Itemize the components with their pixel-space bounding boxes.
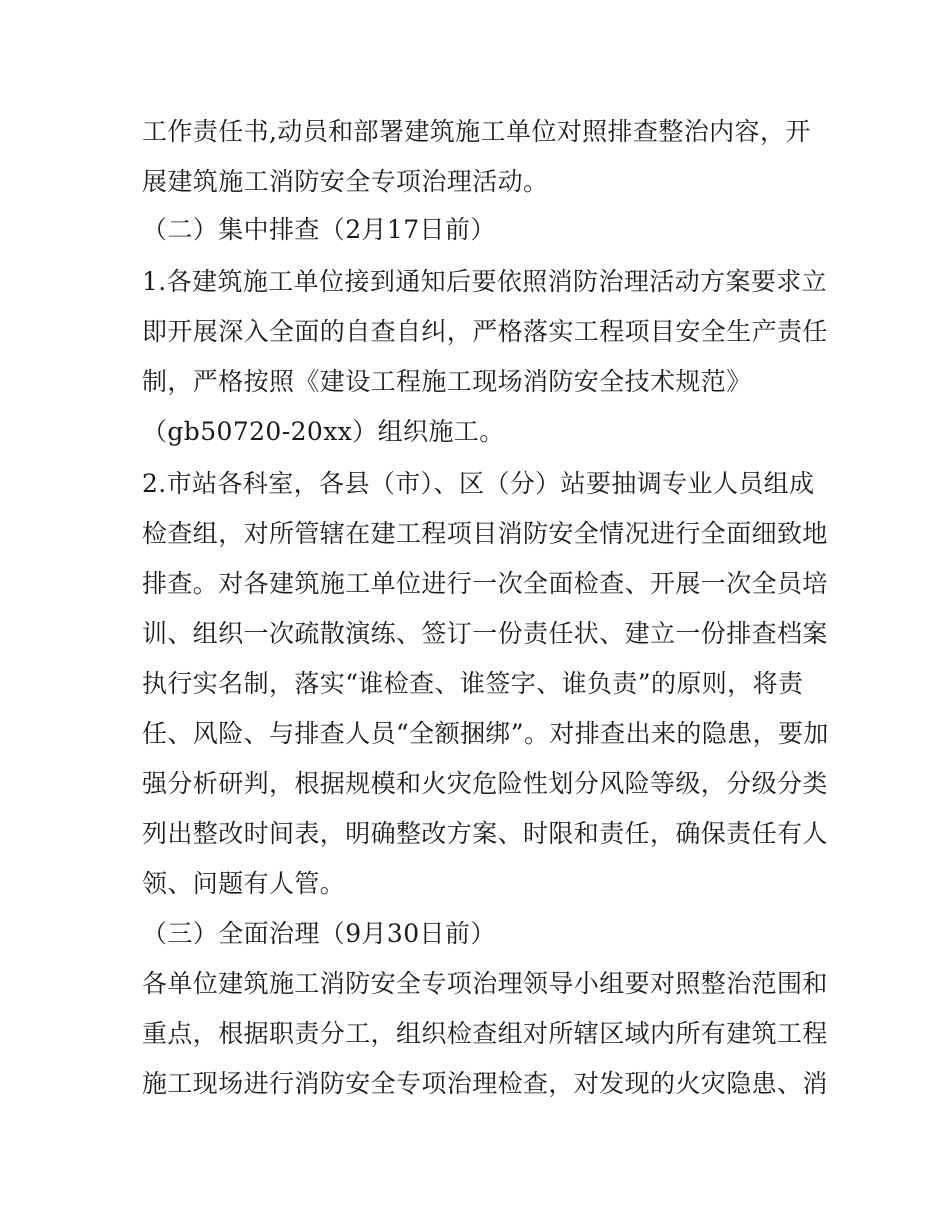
text-line: 任、风险、与排查人员“全额捆绑”。对排查出来的隐患，要加: [142, 719, 829, 748]
text-line: 训、组织一次疏散演练、签订一份责任状、建立一份排查档案: [142, 619, 828, 648]
text-line: 重点，根据职责分工，组织检查组对所辖区域内所有建筑工程: [142, 1019, 828, 1048]
text-line: 排查。对各建筑施工单位进行一次全面检查、开展一次全员培: [142, 569, 828, 598]
text-line: 检查组，对所管辖在建工程项目消防安全情况进行全面细致地: [142, 519, 828, 548]
text-line: 各单位建筑施工消防安全专项治理领导小组要对照整治范围和: [142, 969, 828, 998]
text-line: 2.市站各科室，各县（市）、区（分）站要抽调专业人员组成: [142, 469, 815, 498]
text-line: 施工现场进行消防安全专项治理检查，对发现的火灾隐患、消: [142, 1069, 828, 1098]
text-line: 执行实名制，落实“谁检查、谁签字、谁负责”的原则，将责: [142, 669, 804, 698]
text-line: 列出整改时间表，明确整改方案、时限和责任，确保责任有人: [142, 819, 828, 848]
text-line: 强分析研判，根据规模和火灾危险性划分风险等级，分级分类: [142, 769, 828, 798]
text-line: 即开展深入全面的自查自纠，严格落实工程项目安全生产责任: [142, 317, 828, 346]
text-line: 领、问题有人管。: [142, 869, 346, 898]
section-heading: （三）全面治理（9月30日前）: [142, 919, 496, 948]
text-line: （gb50720-20xx）组织施工。: [142, 417, 505, 446]
text-line: 工作责任书,动员和部署建筑施工单位对照排查整治内容，开: [142, 117, 811, 146]
section-heading: （二）集中排查（2月17日前）: [142, 215, 496, 244]
text-line: 1.各建筑施工单位接到通知后要依照消防治理活动方案要求立: [142, 267, 828, 296]
text-line: 展建筑施工消防安全专项治理活动。: [142, 167, 549, 196]
text-line: 制，严格按照《建设工程施工现场消防安全技术规范》: [142, 367, 752, 396]
